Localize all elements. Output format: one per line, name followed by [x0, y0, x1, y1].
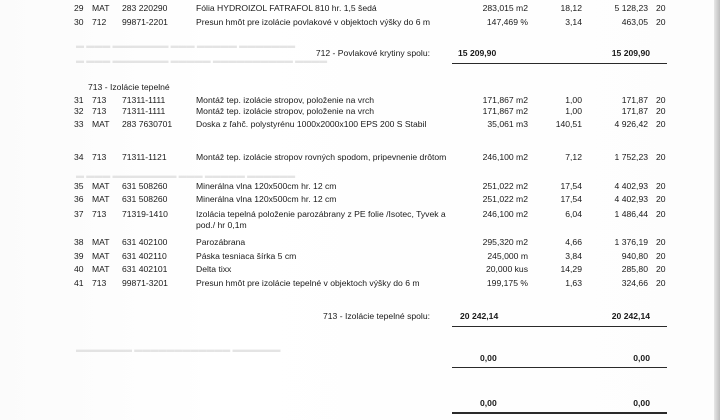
- subtotal-713-label: 713 - Izolácie tepelné spolu:: [322, 311, 430, 321]
- cell-qty: 199,175 %: [486, 278, 528, 288]
- cell-kind: 713: [92, 106, 107, 116]
- cell-price: 6,04: [565, 209, 582, 219]
- double-underline: [452, 412, 667, 414]
- cell-kind: 713: [92, 278, 107, 288]
- cell-price: 4,66: [565, 237, 582, 247]
- cell-no: 35: [74, 181, 84, 191]
- cell-vat: 20: [656, 3, 666, 13]
- zero-row-total: 0,00: [633, 353, 650, 363]
- cell-qty: 251,022 m2: [482, 181, 528, 191]
- cell-desc: Montáž tep. izolácie stropov, položenie na vrch: [196, 95, 375, 105]
- cell-vat: 20: [656, 95, 666, 105]
- cell-no: 31: [74, 95, 84, 105]
- cell-code: 283 7630701: [122, 119, 173, 129]
- cell-kind: MAT: [92, 119, 110, 129]
- cell-vat: 20: [656, 152, 666, 162]
- cell-no: 29: [74, 3, 84, 13]
- cell-total: 463,05: [621, 17, 648, 27]
- cell-total: 171,87: [621, 95, 648, 105]
- cell-vat: 20: [656, 278, 666, 288]
- cell-qty: 245,000 m: [487, 251, 528, 261]
- cell-desc: Izolácia tepelná položenie parozábrany z PE folie /Isotec, Tyvek a: [196, 209, 446, 219]
- subtotal-underline: [452, 367, 667, 368]
- cell-no: 30: [74, 17, 84, 27]
- cell-price: 7,12: [565, 152, 582, 162]
- cell-code: 71319-1410: [122, 209, 168, 219]
- cell-kind: MAT: [92, 264, 110, 274]
- cell-total: 324,66: [621, 278, 648, 288]
- cell-no: 40: [74, 264, 84, 274]
- cell-no: 34: [74, 152, 84, 162]
- cell-total: 1 752,23: [614, 152, 648, 162]
- subtotal-underline: [452, 63, 667, 64]
- cell-price: 17,54: [560, 194, 582, 204]
- cell-no: 41: [74, 278, 84, 288]
- bleed-through-text: ▬▬▬▬▬▬▬ ▬▬▬▬▬▬▬▬▬▬▬▬ ▬▬▬▬▬▬: [76, 345, 281, 354]
- cell-desc: Parozábrana: [196, 237, 246, 247]
- cell-code: 99871-3201: [122, 278, 168, 288]
- cell-no: 37: [74, 209, 84, 219]
- cell-no: 32: [74, 106, 84, 116]
- cell-desc: Montáž tep. izolácie stropov, položenie na vrch: [196, 106, 375, 116]
- cell-code: 71311-1111: [122, 106, 166, 116]
- cell-kind: MAT: [92, 251, 110, 261]
- cell-code: 99871-2201: [122, 17, 168, 27]
- subtotal-712-amount: 15 209,90: [458, 48, 497, 58]
- cell-desc: Fólia HYDROIZOL FATRAFOL 810 hr. 1,5 šedá: [196, 3, 377, 13]
- cell-qty: 20,000 kus: [485, 264, 528, 274]
- cell-total: 1 486,44: [614, 209, 648, 219]
- cell-desc: Presun hmôt pre izolácie povlakové v objektoch výšky do 6 m: [196, 17, 431, 27]
- cell-qty: 251,022 m2: [482, 194, 528, 204]
- cell-code: 283 220290: [122, 3, 168, 13]
- cell-no: 38: [74, 237, 84, 247]
- cell-desc: Doska z ľahč. polystyrénu 1000x2000x100 EPS 200 S Stabil: [196, 119, 427, 129]
- cell-qty: 246,100 m2: [482, 152, 528, 162]
- cell-code: 631 402100: [122, 237, 168, 247]
- subtotal-713-amount: 20 242,14: [460, 311, 499, 321]
- cell-code: 631 402110: [122, 251, 167, 261]
- cell-kind: 712: [92, 17, 107, 27]
- cell-total: 4 402,93: [614, 181, 648, 191]
- zero-row-amount: 0,00: [480, 353, 497, 363]
- cell-desc-continued: pod./ hr 0,1m: [196, 220, 247, 230]
- cell-total: 4 402,93: [614, 194, 648, 204]
- subtotal-712-label: 712 - Povlakové krytiny spolu:: [315, 48, 430, 58]
- cell-price: 1,00: [565, 106, 582, 116]
- cell-qty: 283,015 m2: [482, 3, 528, 13]
- cell-total: 4 926,42: [614, 119, 648, 129]
- cell-kind: 713: [92, 95, 107, 105]
- cell-kind: 713: [92, 209, 107, 219]
- zero-row-total: 0,00: [633, 398, 650, 408]
- subtotal-underline: [452, 326, 667, 327]
- cell-qty: 246,100 m2: [482, 209, 528, 219]
- cell-kind: MAT: [92, 237, 110, 247]
- cell-kind: MAT: [92, 181, 110, 191]
- cell-total: 1 376,19: [614, 237, 648, 247]
- bleed-through-text: ▬ ▬▬▬ ▬▬▬▬▬▬▬ ▬▬▬▬▬ ▬▬▬▬▬▬▬▬▬▬ ▬▬▬▬: [76, 56, 328, 65]
- cell-total: 285,80: [621, 264, 648, 274]
- cell-vat: 20: [656, 106, 666, 116]
- cell-qty: 35,061 m3: [487, 119, 528, 129]
- cell-vat: 20: [656, 17, 666, 27]
- cell-no: 33: [74, 119, 84, 129]
- cell-qty: 295,320 m2: [482, 237, 528, 247]
- cell-code: 71311-1111: [122, 95, 166, 105]
- cell-desc: Minerálna vlna 120x500cm hr. 12 cm: [196, 194, 337, 204]
- zero-row-amount: 0,00: [480, 398, 497, 408]
- cell-price: 18,12: [560, 3, 582, 13]
- cell-vat: 20: [656, 251, 666, 261]
- page-edge-shadow: [714, 0, 720, 420]
- cell-total: 940,80: [621, 251, 648, 261]
- cell-code: 71311-1121: [122, 152, 167, 162]
- cell-vat: 20: [656, 119, 666, 129]
- cell-desc: Presun hmôt pre izolácie tepelné v objektoch výšky do 6 m: [196, 278, 420, 288]
- cell-desc: Minerálna vlna 120x500cm hr. 12 cm: [196, 181, 337, 191]
- cell-vat: 20: [656, 264, 666, 274]
- cell-vat: 20: [656, 181, 666, 191]
- cell-no: 39: [74, 251, 84, 261]
- cell-price: 3,84: [565, 251, 582, 261]
- cell-price: 140,51: [555, 119, 582, 129]
- bleed-through-text: ▬ ▬▬▬ ▬▬▬▬▬▬▬ ▬▬▬ ▬▬▬▬▬ ▬▬▬▬▬▬▬: [76, 41, 296, 50]
- cell-price: 1,63: [565, 278, 582, 288]
- cell-code: 631 508260: [122, 194, 168, 204]
- bleed-through-text: ▬ ▬▬▬ ▬▬▬▬▬▬▬▬ ▬▬▬ ▬▬▬▬▬ ▬▬▬▬▬▬: [76, 171, 296, 180]
- cell-vat: 20: [656, 209, 666, 219]
- cell-qty: 171,867 m2: [482, 106, 528, 116]
- cell-price: 3,14: [565, 17, 582, 27]
- cell-qty: 171,867 m2: [482, 95, 528, 105]
- cell-vat: 20: [656, 194, 666, 204]
- subtotal-713-total: 20 242,14: [611, 311, 650, 321]
- cell-code: 631 508260: [122, 181, 168, 191]
- cell-qty: 147,469 %: [486, 17, 528, 27]
- cell-total: 5 128,23: [614, 3, 648, 13]
- cell-desc: Montáž tep. izolácie stropov rovných spodom, pripevnenie drôtom: [196, 152, 447, 162]
- cell-desc: Páska tesniaca šírka 5 cm: [196, 251, 297, 261]
- cell-desc: Delta tixx: [196, 264, 232, 274]
- cell-code: 631 402101: [122, 264, 168, 274]
- cell-vat: 20: [656, 237, 666, 247]
- cell-total: 171,87: [621, 106, 648, 116]
- cell-price: 1,00: [565, 95, 582, 105]
- cell-kind: 713: [92, 152, 107, 162]
- cell-price: 17,54: [560, 181, 582, 191]
- subtotal-712-total: 15 209,90: [611, 48, 650, 58]
- cell-kind: MAT: [92, 194, 110, 204]
- section-heading-713: 713 - Izolácie tepelné: [88, 82, 170, 92]
- cell-price: 14,29: [560, 264, 582, 274]
- cell-no: 36: [74, 194, 84, 204]
- cell-kind: MAT: [92, 3, 110, 13]
